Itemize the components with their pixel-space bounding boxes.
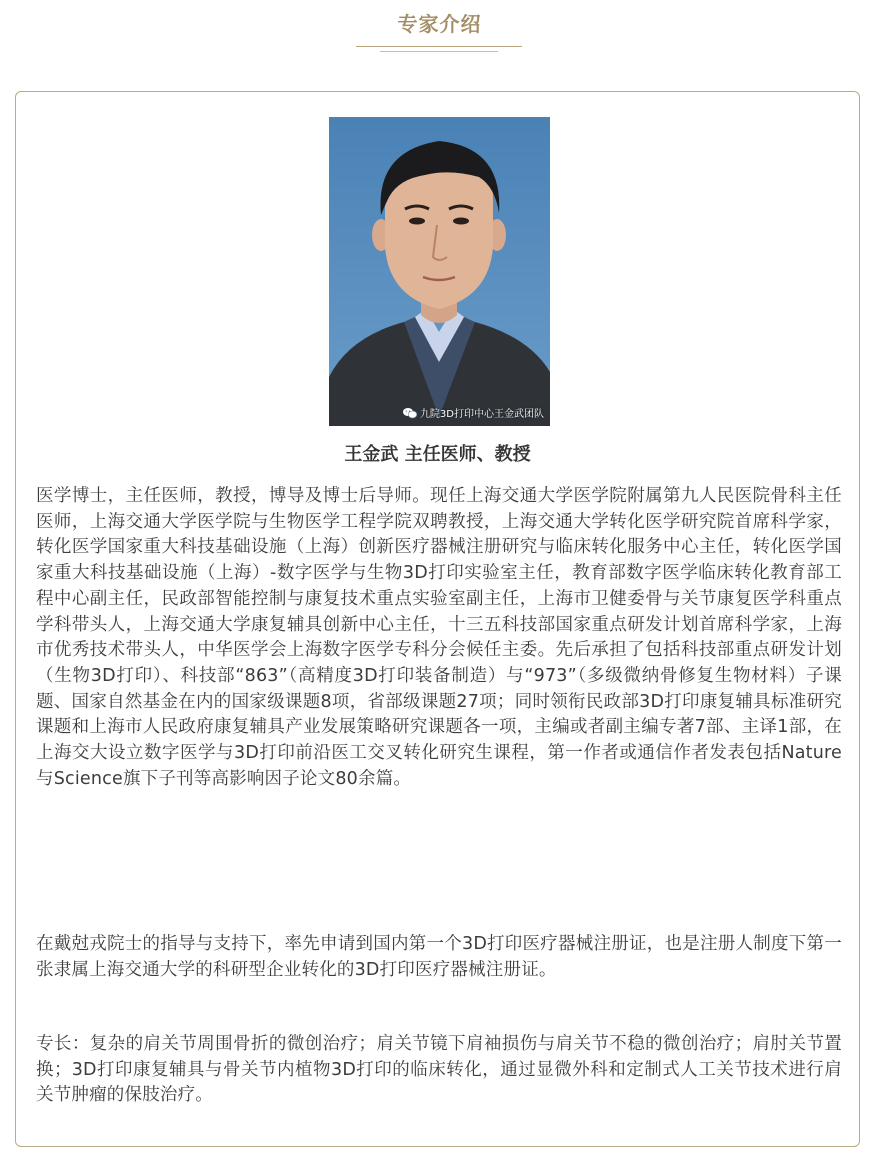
watermark-text: 九院3D打印中心王金武团队 [419,409,544,420]
section-header [0,0,879,60]
bio-paragraph-specialty: 专长：复杂的肩关节周围骨折的微创治疗；肩关节镜下肩袖损伤与肩关节不稳的微创治疗；肩肘关节置换；3D打印康复辅具与骨关节内植物3D打印的临床转化，通过显微外科和定制式人工关节技术进行肩关节肿瘤的保肢治疗。 [36,1034,842,1106]
expert-card [15,91,860,1147]
bio-paragraph-achievement: 在戴尅戎院士的指导与支持下，率先申请到国内第一个3D打印医疗器械注册证，也是注册人制度下第一张隶属上海交通大学的科研型企业转化的3D打印医疗器械注册证。 [36,934,842,980]
title-underline-secondary [380,51,498,52]
expert-name-title: 王金武 主任医师、教授 [344,444,531,465]
expert-photo [329,117,550,426]
wechat-icon [403,407,417,419]
section-title: 专家介绍 [397,12,482,36]
photo-watermark [403,405,544,420]
title-underline [356,46,522,47]
bio-paragraph-background: 医学博士，主任医师，教授，博导及博士后导师。现任上海交通大学医学院附属第九人民医院骨科主任医师，上海交通大学医学院与生物医学工程学院双聘教授，上海交通大学转化医学研究院首席科学家，转化医学国家重大科技基础设施（上海）创新医疗器械注册研究与临床转化服务中心主任，转化医学国家重大科技基础设施（上海）-数字医学与生物3D打印实验室主任，教育部数字医学临床转化教育部工程中心副主任，民政部智能控制与康复技术重点实验室副主任，上海市卫健委骨与关节康复医学科重点学科带头人，上海交通大学康复辅具创新中心主任，十三五科技部国家重点研发计划首席科学家，上海市优秀技术带头人，中华医学会上海数字医学专科分会候任主委。先后承担了包括科技部重点研发计划（生物3D打印）、科技部“863”（高精度3D打印装备制造）与“973”（多级微纳骨修复生物材料）子课题、国家自然基金在内的国家级课题8项，省部级课题27项；同时领衔民政部3D打印康复辅具标准研究课题和上海市人民政府康复辅具产业发展策略研究课题各一项，主编或者副主编专著7部、主译1部，在上海交大设立数字医学与3D打印前沿医工交叉转化研究生课程，第一作者或通信作者发表包括Nature与Science旗下子刊等高影响因子论文80余篇。 [36,486,842,789]
portrait-illustration [329,117,550,426]
